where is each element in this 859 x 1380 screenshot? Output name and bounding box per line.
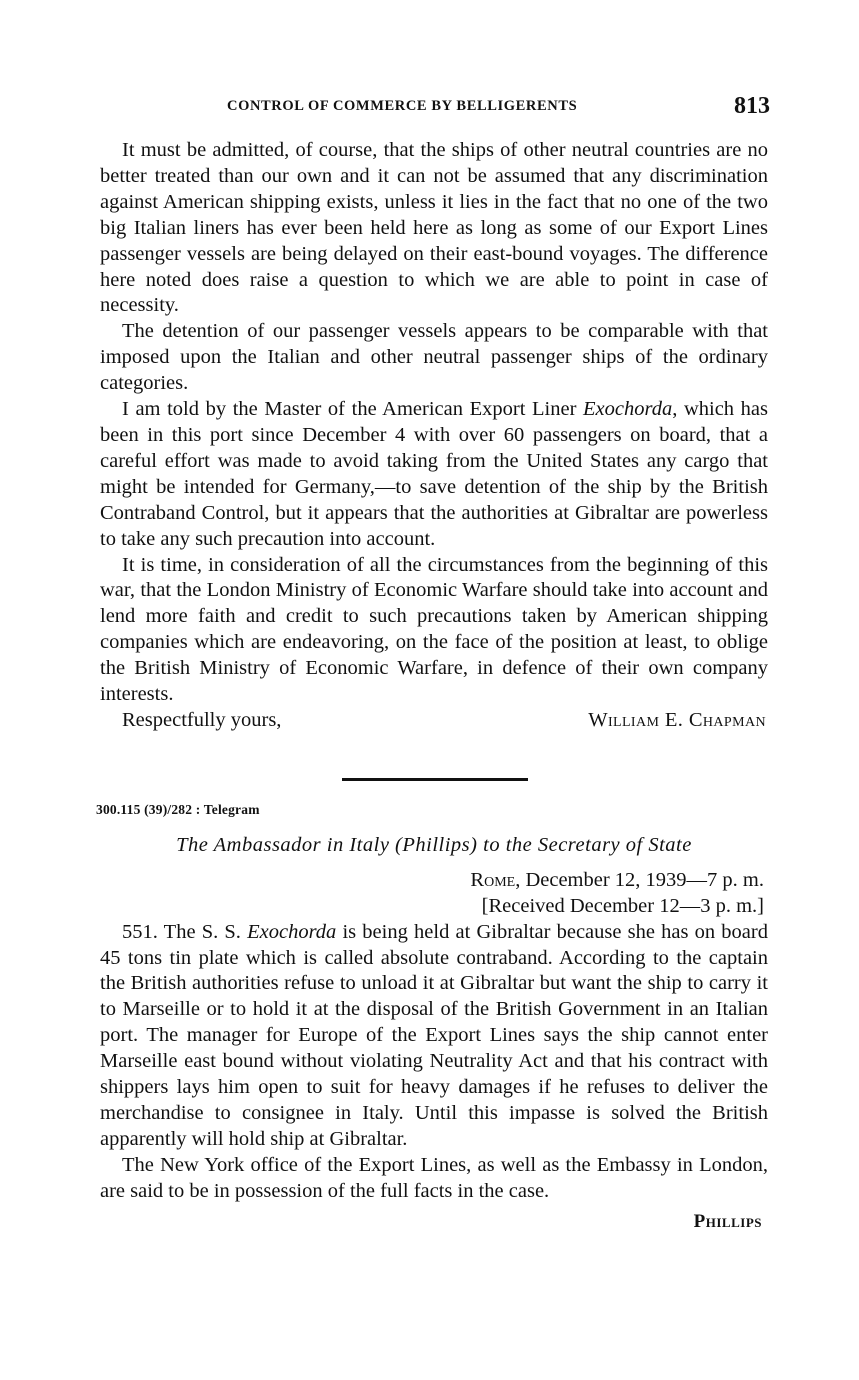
letter-paragraph-3-lead: I am told by the Master of the American Export Liner (122, 398, 584, 421)
letter-paragraph-3-rest: , which has been in this port since December 4 with over 60 passengers on board, that a careful effort was made to avoid taking from the United States any cargo that might be intended for Germany,—to save detention of the ship by the British Contraband Control, but it appears that the authorities at Gibraltar are powerless to take any such precaution into account. (100, 398, 768, 550)
document-page (96, 93, 770, 1234)
letter-paragraph-1: It must be admitted, of course, that the ships of other neutral countries are no better treated than our own and it can not be assumed that any discrimination against American shipping exists, unless it lies in the fact that no one of the two big Italian liners has ever been held here as long as some of our Export Lines passenger vessels are being delayed on their east-bound voyages. The difference here noted does raise a question to which we are able to point in case of necessity. (100, 139, 768, 317)
letter-paragraph-4: It is time, in consideration of all the circumstances from the beginning of this war, that the London Ministry of Economic Warfare should take into account and lend more faith and credit to such precautions taken by American shipping companies which are endeavoring, on the face of the position at least, to oblige the British Ministry of Economic Warfare, in defence of their own company interests. (100, 553, 768, 706)
received-line: [Received December 12—3 p. m.] (481, 894, 764, 917)
running-header (100, 94, 768, 124)
document-heading (100, 834, 768, 857)
letter-paragraph-2: The detention of our passenger vessels appears to be comparable with that imposed upon the Italian and other neutral passenger ships of the ordinary categories. (100, 320, 768, 395)
running-title: CONTROL OF COMMERCE BY BELLIGERENTS (227, 98, 578, 114)
letter-signer: William E. Chapman (588, 708, 766, 731)
telegram-signature: Phillips (693, 1210, 762, 1232)
letter-closing (100, 708, 768, 734)
telegram-paragraph-1-lead: 551. The S. S. (122, 920, 248, 943)
page-number: 813 (734, 93, 770, 119)
telegram-section (96, 801, 768, 1234)
telegram-paragraph-1-rest: is being held at Gibraltar because she has on board 45 tons tin plate which is called absolute contraband. According to the captain the British authorities refuse to unload it at Gibraltar but want the ship to carry it to Marseille or to hold it at the disposal of the British Government in an Italian port. The manager for Europe of the Export Lines says the ship cannot enter Marseille east bound without violating Neutrality Act and that his contract with shippers lays him open to suit for heavy damages if he refuses to deliver the merchandise to consignee in Italy. Until this impasse is solved the British apparently will hold ship at Gibraltar. (100, 920, 768, 1150)
closing-salutation: Respectfully yours, (122, 708, 282, 731)
telegram-paragraph-2: The New York office of the Export Lines, as well as the Embassy in London, are said to be in possession of the full facts in the case. (100, 1153, 768, 1202)
ship-name: Exochorda (583, 398, 673, 421)
section-divider (342, 778, 528, 781)
telegram-ship-name: Exochorda (247, 920, 337, 943)
heading-part-1: The Ambassador in Italy ( (176, 833, 403, 856)
letter-paragraph-3 (100, 397, 768, 552)
dateline-date: , December 12, 1939—7 p. m. (515, 868, 764, 891)
heading-name: Phillips (402, 833, 471, 856)
file-reference: 300.115 (39)/282 : Telegram (96, 801, 260, 817)
letter-body (100, 138, 768, 734)
telegram-paragraph-1 (100, 920, 768, 1153)
heading-part-2: ) to the Secretary of State (470, 833, 692, 856)
dateline (100, 868, 768, 894)
dateline-place: Rome (470, 868, 516, 891)
